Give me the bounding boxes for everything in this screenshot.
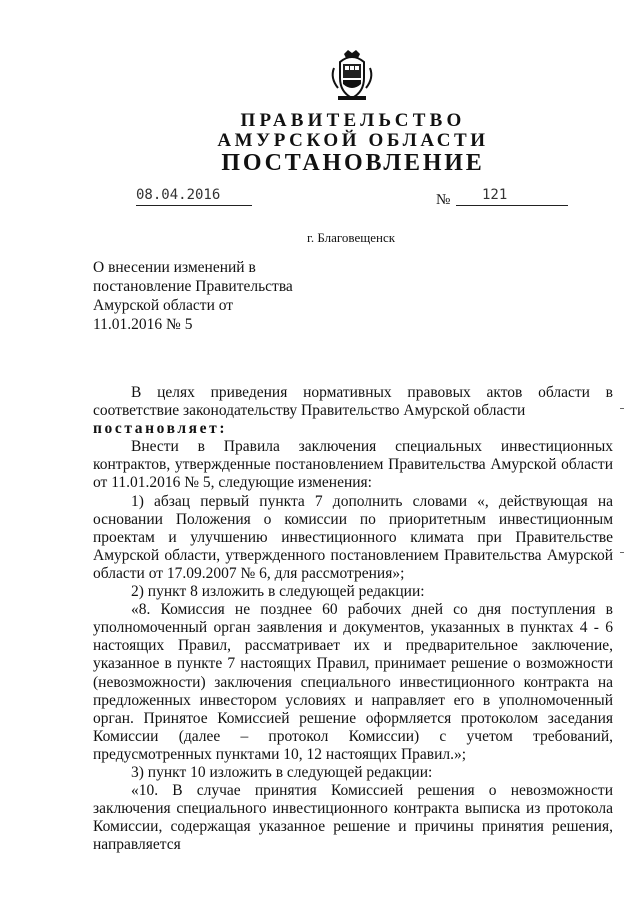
city-label: г. Благовещенск <box>307 230 396 245</box>
margin-mark <box>620 408 624 412</box>
subject-line: постановление Правительства <box>93 278 293 295</box>
government-name-line1: ПРАВИТЕЛЬСТВО <box>240 110 466 131</box>
decree-number: 121 <box>456 187 568 206</box>
decree-body <box>93 384 613 854</box>
intro-paragraph: Внести в Правила заключения специальных инвестиционных контрактов, утвержденные постановлением Правительства Амурской области от 11.01.2016 № 5, следующие изменения: <box>93 438 613 492</box>
subject-line: О внесении изменений в <box>93 259 256 276</box>
document-type-title: ПОСТАНОВЛЕНИЕ <box>221 150 485 176</box>
margin-mark <box>620 552 624 556</box>
coat-of-arms-emblem <box>328 48 376 104</box>
number-sign: № <box>436 192 451 208</box>
item-3-text: «10. В случае принятия Комиссией решения о невозможности заключения специального инвестиционного контракта выписка из протокола Комиссии, содержащая указанное решение и причины принятия решения, направляется <box>93 782 613 854</box>
government-name-line2: АМУРСКОЙ ОБЛАСТИ <box>217 130 489 151</box>
preamble-paragraph: В целях приведения нормативных правовых актов области в соответствие законодательству Правительство Амурской области <box>93 384 613 420</box>
resolves-word: постановляет: <box>93 420 228 438</box>
item-1-paragraph: 1) абзац первый пункта 7 дополнить словами «, действующая на основании Положения о комиссии по приоритетным инвестиционным проектам и улучшению инвестиционного климата при Правительстве Амурской области, утвержденного постановлением Правительства Амурской области от 17.09.2007 № 6, для рассмотрения»; <box>93 492 613 582</box>
subject-line: Амурской области от <box>93 297 234 314</box>
decree-subject <box>93 258 333 334</box>
subject-line: 11.01.2016 № 5 <box>93 316 193 333</box>
decree-date: 08.04.2016 <box>136 187 252 206</box>
item-2-text: «8. Комиссия не позднее 60 рабочих дней со дня поступления в уполномоченный орган заявления и документов, указанных в пунктах 4 - 6 настоящих Правил, рассматривает их и предварительное заключение, указанное в пункте 7 настоящих Правил, принимает решение о возможности (невозможности) заключения специального инвестиционного контракта на предложенных инвестором условиях и направляет его в уполномоченный орган. Принятое Комиссией решение оформляется протоколом заседания Комиссии (далее – протокол Комиссии) с учетом требований, предусмотренных пунктами 10, 12 настоящих Правил.»; <box>93 601 613 763</box>
item-2-heading: 2) пункт 8 изложить в следующей редакции: <box>131 583 425 601</box>
item-3-heading: 3) пункт 10 изложить в следующей редакции: <box>131 763 433 781</box>
